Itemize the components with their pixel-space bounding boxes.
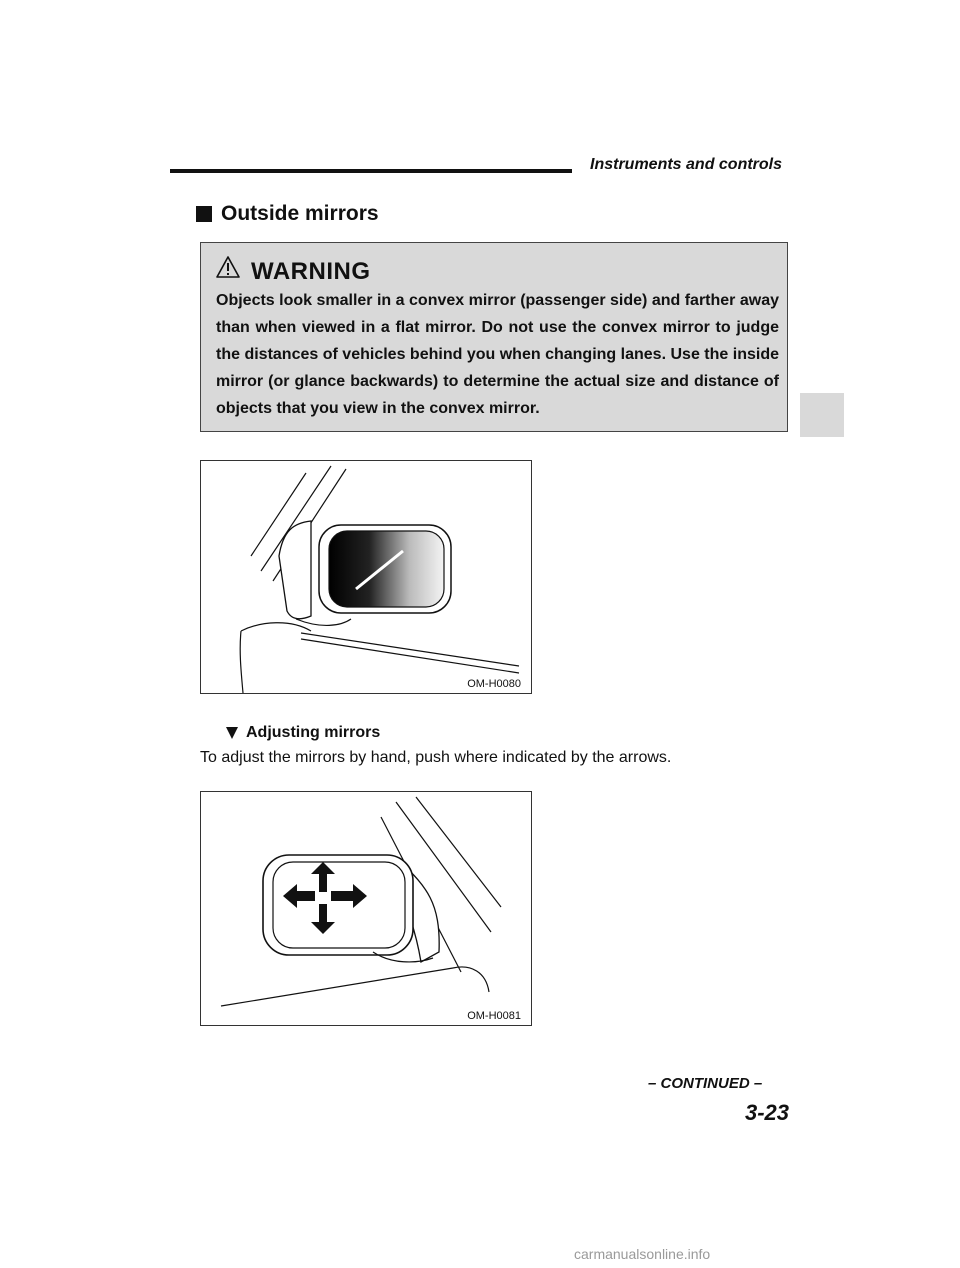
thumb-index-tab: [800, 393, 844, 437]
figure-label: OM-H0080: [467, 678, 521, 690]
mirror-illustration: [201, 461, 531, 693]
adjusting-heading-text: Adjusting mirrors: [246, 724, 381, 741]
mirror-arrows-illustration: [201, 792, 531, 1025]
figure-adjusting-mirror: [200, 791, 532, 1026]
continued-label: – CONTINUED –: [648, 1075, 763, 1092]
adjusting-heading: [226, 724, 380, 742]
section-title: [196, 202, 379, 226]
square-bullet-icon: [196, 206, 212, 222]
header-rule: [170, 169, 572, 173]
page-number: 3-23: [745, 1100, 790, 1125]
warning-title: WARNING: [251, 258, 371, 285]
watermark: carmanualsonline.info: [574, 1246, 711, 1262]
adjusting-text: To adjust the mirrors by hand, push where indicated by the arrows.: [200, 749, 672, 766]
warning-header: [215, 255, 371, 284]
warning-box: [200, 242, 788, 432]
warning-text: Objects look smaller in a convex mirror (passenger side) and farther away than when viewed in a flat mirror. Do not use the convex mirror to judge the distances of vehicles behind you when changing lanes. Use the inside mirror (or glance backwards) to determine the actual size and distance of objects that you view in the convex mirror.: [216, 292, 779, 417]
figure-label: OM-H0081: [467, 1010, 521, 1022]
section-title-text: Outside mirrors: [221, 202, 379, 225]
header-title: Instruments and controls: [590, 156, 783, 173]
triangle-bullet-icon: [226, 727, 238, 739]
figure-outside-mirror: [200, 460, 532, 694]
warning-triangle-icon: [215, 255, 241, 284]
